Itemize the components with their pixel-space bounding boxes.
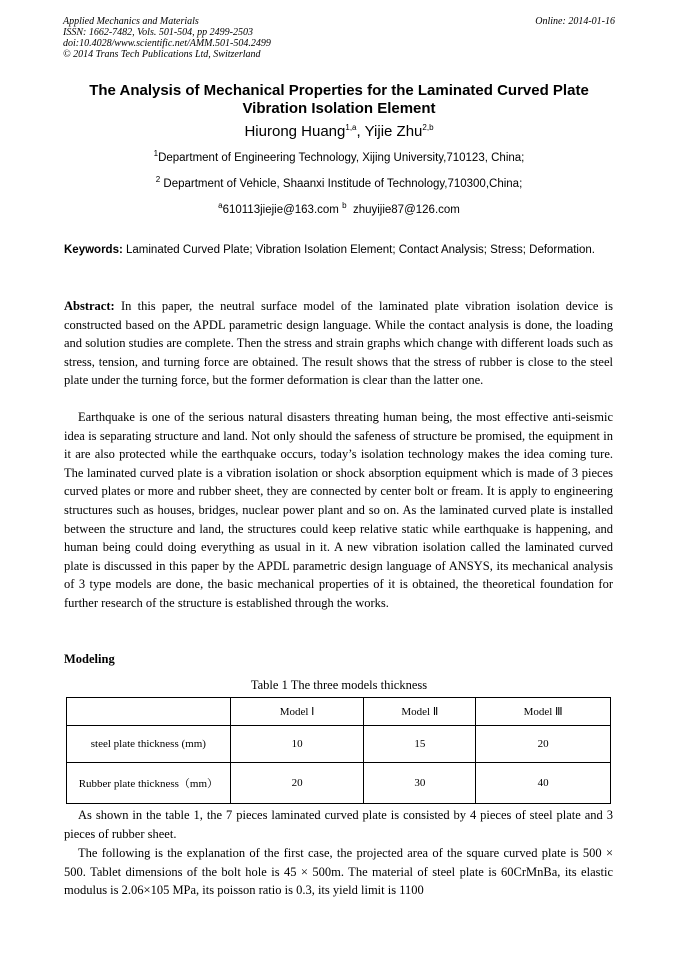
email-line [40, 203, 638, 217]
email-a-sup: a [218, 201, 223, 211]
paper-title [40, 82, 638, 118]
abstract [64, 297, 613, 390]
section-heading-modeling: Modeling [64, 652, 115, 666]
table-header-cell [67, 698, 231, 726]
copyright-line: © 2014 Trans Tech Publications Ltd, Switzerland [63, 49, 261, 60]
paragraph-table-note: As shown in the table 1, the 7 pieces laminated curved plate is consisted by 4 pieces of steel plate and 3 pieces of rubber sheet. [64, 808, 613, 841]
affiliation-2 [40, 177, 638, 191]
email-b-sup: b [342, 201, 347, 211]
intro-paragraph: Earthquake is one of the serious natural disasters threating human being, the most effective anti-seismic idea is separating structure and land. Not only should the safeness of structure be promised, the equipment in it are also protected while the earthquake occurs, today’s isolation technology makes the idea coming ture. The laminated curved plate is a vibration isolation or shock absorption equipment which is made of 3 pieces curved plates or more and rubber sheet, they are connected by center bolt or fream. It is apply to engineering structures such as houses, bridges, nuclear power plant and so on. As the laminated curved plate is installed between the structure and land, the structures could keep relative static while earthquake is happening, and human being could doing everything as usual in it. A new vibration isolation called the laminated curved plate is discussed in this paper by the APDL parametric design language of ANSYS, its mechanical analysis of 3 type models are done, the basic mechanical properties of it is obtained, the theoretical foundation for further research of the structure is established through the works. [64, 410, 613, 610]
doi-line: doi:10.4028/www.scientific.net/AMM.501-504.2499 [63, 38, 271, 49]
keywords-label: Keywords: [64, 244, 123, 256]
issn-line: ISSN: 1662-7482, Vols. 501-504, pp 2499-2503 [63, 27, 253, 38]
abstract-label: Abstract: [64, 299, 115, 313]
table-cell: steel plate thickness (mm) [67, 726, 231, 763]
online-date: Online: 2014-01-16 [535, 16, 615, 27]
table-header-cell: Model Ⅱ [364, 698, 476, 726]
affiliation-1-text: Department of Engineering Technology, Xijing University,710123, China; [158, 152, 525, 164]
email-a[interactable]: 610113jiejie@163.com [222, 204, 339, 216]
title-line-1: The Analysis of Mechanical Properties for the Laminated Curved Plate [89, 82, 589, 99]
table-header-cell: Model Ⅰ [230, 698, 364, 726]
email-b[interactable]: zhuyijie87@126.com [352, 204, 460, 216]
keywords-text: Laminated Curved Plate; Vibration Isolation Element; Contact Analysis; Stress; Deformation. [126, 244, 595, 256]
author-2-sup: 2,b [422, 123, 434, 132]
table-row [67, 726, 611, 763]
paragraph-first-case: The following is the explanation of the first case, the projected area of the square curved plate is 500 × 500. Tablet dimensions of the bolt hole is 45 × 500m. The material of steel plate is 60CrMnBa, its elastic modulus is 2.06×105 MPa, its poisson ratio is 0.3, its yield limit is 1100 [64, 846, 613, 898]
author-1: Hiurong Huang [244, 123, 346, 140]
table-cell: Rubber plate thickness（mm） [67, 763, 231, 804]
abstract-text: In this paper, the neutral surface model of the laminated plate vibration isolation device is constructed based on the APDL parametric design language. While the contact analysis is done, the loading and solution studies are complete. Then the stress and strain graphs which change with different loads such as stress, tension, and turning force are obtained. The result shows that the stress of rubber is close to the steel plate under the turning force, but the former deformation is clear than the latter one. [64, 299, 613, 388]
thickness-table [66, 697, 611, 804]
journal-name: Applied Mechanics and Materials [63, 16, 199, 27]
table-header-row [67, 698, 611, 726]
table-cell: 30 [364, 763, 476, 804]
table-cell: 10 [230, 726, 364, 763]
table-cell: 40 [476, 763, 611, 804]
journal-header [63, 16, 271, 60]
table-cell: 20 [230, 763, 364, 804]
affiliation-1 [40, 151, 638, 165]
affiliation-2-sup: 2 [155, 175, 161, 185]
table-cell: 15 [364, 726, 476, 763]
title-line-2: Vibration Isolation Element [242, 100, 436, 117]
author-separator: , [356, 123, 365, 140]
table-cell: 20 [476, 726, 611, 763]
affiliation-2-text: Department of Vehicle, Shaanxi Institude of Technology,710300,China; [163, 178, 523, 190]
author-list [40, 123, 638, 141]
table-header-cell: Model Ⅲ [476, 698, 611, 726]
affiliation-1-sup: 1 [153, 149, 159, 159]
author-2: Yijie Zhu [364, 123, 423, 140]
table-caption: Table 1 The three models thickness [250, 678, 428, 692]
table-row [67, 763, 611, 804]
author-1-sup: 1,a [345, 123, 357, 132]
keywords [64, 241, 613, 259]
